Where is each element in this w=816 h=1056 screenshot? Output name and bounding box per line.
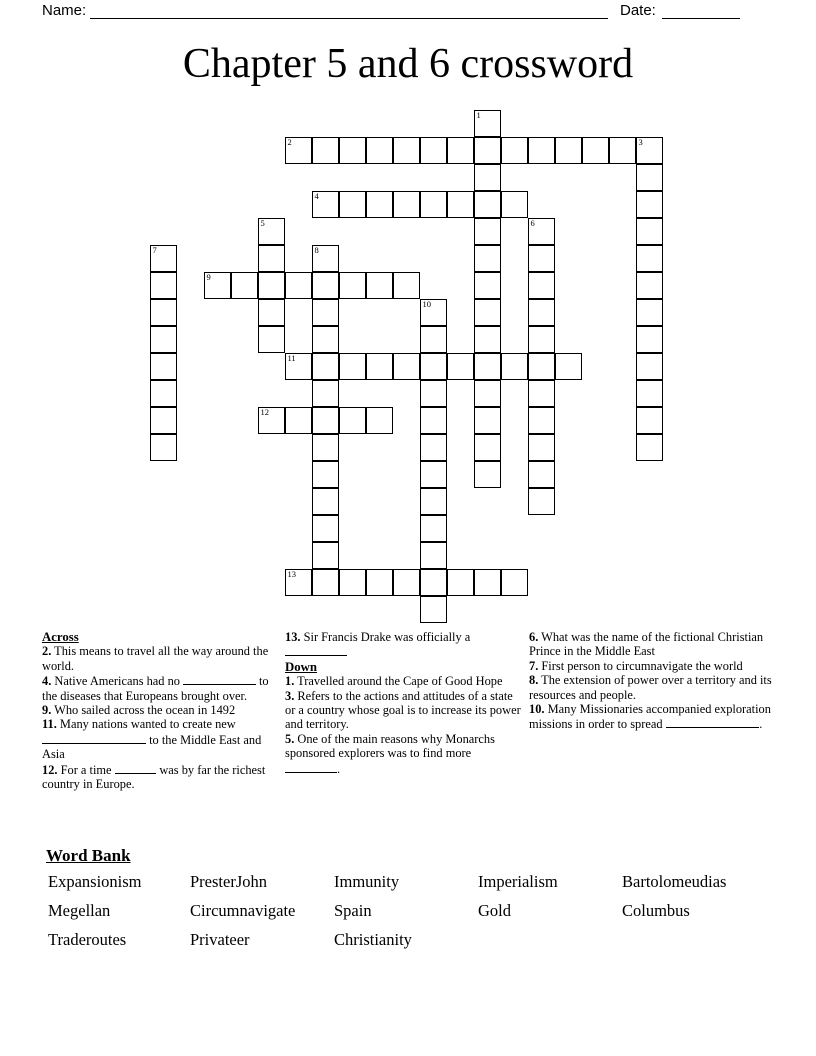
clue-number: 9.	[42, 703, 52, 718]
grid-cell[interactable]	[636, 326, 663, 353]
page-title: Chapter 5 and 6 crossword	[182, 41, 634, 87]
grid-cell[interactable]	[501, 353, 528, 380]
grid-cell[interactable]	[285, 272, 312, 299]
grid-cell[interactable]	[339, 407, 366, 434]
grid-cell[interactable]	[609, 137, 636, 164]
grid-cell[interactable]	[312, 380, 339, 407]
grid-cell[interactable]	[474, 299, 501, 326]
grid-cell[interactable]	[636, 299, 663, 326]
grid-cell[interactable]	[420, 353, 447, 380]
grid-cell[interactable]	[528, 272, 555, 299]
clue-down-3: 3. Refers to the actions and attitudes of a state or a country whose goal is to increase its power and territory.	[285, 688, 521, 732]
grid-cell[interactable]	[150, 299, 177, 326]
clue-number: 4.	[42, 674, 52, 689]
grid-cell[interactable]	[474, 353, 501, 380]
word-bank	[46, 872, 786, 959]
grid-cell[interactable]	[636, 164, 663, 191]
grid-cell[interactable]	[312, 272, 339, 299]
grid-cell-number: 9	[206, 272, 211, 282]
clue-number: 13.	[285, 630, 301, 644]
grid-cell[interactable]	[231, 272, 258, 299]
grid-cell[interactable]	[150, 434, 177, 461]
clue-across-12: 12. For a time was by far the richest country in Europe.	[42, 762, 266, 792]
grid-cell[interactable]	[150, 380, 177, 407]
clue-across-11: 11. Many nations wanted to create new to the Middle East and Asia	[42, 717, 262, 762]
grid-cell[interactable]	[150, 326, 177, 353]
crossword-grid[interactable]	[150, 110, 670, 625]
grid-cell[interactable]	[312, 434, 339, 461]
word-bank-row	[46, 901, 786, 930]
grid-cell[interactable]	[474, 245, 501, 272]
grid-cell-number: 10	[422, 299, 431, 309]
grid-cell[interactable]	[528, 326, 555, 353]
answer-blank[interactable]	[115, 762, 157, 774]
clue-down-7: 7. First person to circumnavigate the world	[529, 658, 743, 673]
word-bank-word[interactable]: Columbus	[622, 901, 690, 920]
grid-cell[interactable]	[312, 515, 339, 542]
grid-cell[interactable]	[474, 434, 501, 461]
word-bank-word[interactable]: Circumnavigate	[190, 901, 296, 920]
grid-cell[interactable]	[528, 137, 555, 164]
word-bank-word[interactable]: Megellan	[48, 901, 111, 920]
across-heading: Across	[42, 630, 79, 644]
word-bank-word[interactable]: Spain	[334, 901, 372, 920]
grid-cell[interactable]	[150, 272, 177, 299]
word-bank-word[interactable]: Christianity	[334, 930, 412, 949]
grid-cell[interactable]	[312, 137, 339, 164]
grid-cell[interactable]	[366, 353, 393, 380]
grid-cell-start-7[interactable]	[150, 245, 177, 272]
grid-cell[interactable]	[420, 380, 447, 407]
grid-cell[interactable]	[474, 461, 501, 488]
clues-column-2	[285, 630, 525, 776]
grid-cell[interactable]	[366, 407, 393, 434]
grid-cell[interactable]	[420, 137, 447, 164]
grid-cell[interactable]	[258, 272, 285, 299]
word-bank-word[interactable]: Gold	[478, 901, 511, 920]
grid-cell[interactable]	[474, 380, 501, 407]
name-label: Name:	[42, 2, 87, 19]
grid-cell-number: 8	[314, 245, 319, 255]
grid-cell[interactable]	[420, 515, 447, 542]
grid-cell[interactable]	[420, 569, 447, 596]
grid-cell-start-8[interactable]	[312, 245, 339, 272]
grid-cell[interactable]	[474, 569, 501, 596]
grid-cell[interactable]	[339, 137, 366, 164]
grid-cell[interactable]	[528, 461, 555, 488]
grid-cell[interactable]	[366, 569, 393, 596]
grid-cell[interactable]	[393, 569, 420, 596]
grid-cell[interactable]	[636, 407, 663, 434]
grid-cell[interactable]	[420, 488, 447, 515]
date-write-line	[662, 18, 740, 19]
clue-down-10: 10. Many Missionaries accompanied exploration missions in order to spread .	[529, 702, 771, 732]
grid-cell[interactable]	[555, 137, 582, 164]
grid-cell[interactable]	[474, 272, 501, 299]
grid-cell[interactable]	[420, 326, 447, 353]
grid-cell-number: 1	[476, 110, 481, 120]
grid-cell[interactable]	[393, 353, 420, 380]
clue-number: 3.	[285, 688, 295, 703]
clues-section	[42, 630, 782, 835]
grid-cell-start-12[interactable]	[258, 407, 285, 434]
answer-blank[interactable]	[183, 673, 256, 685]
word-bank-word[interactable]: Immunity	[334, 872, 400, 891]
grid-cell[interactable]	[636, 380, 663, 407]
grid-cell[interactable]	[420, 434, 447, 461]
grid-cell-start-2[interactable]	[285, 137, 312, 164]
grid-cell[interactable]	[258, 299, 285, 326]
answer-blank[interactable]	[285, 761, 337, 773]
grid-cell[interactable]	[447, 191, 474, 218]
answer-blank[interactable]	[666, 716, 760, 728]
grid-cell[interactable]	[420, 596, 447, 623]
grid-cell[interactable]	[582, 137, 609, 164]
grid-cell[interactable]	[474, 164, 501, 191]
grid-cell[interactable]	[555, 353, 582, 380]
answer-blank[interactable]	[285, 644, 347, 656]
grid-cell[interactable]	[528, 299, 555, 326]
grid-cell-number: 4	[314, 191, 319, 201]
grid-cell[interactable]	[258, 326, 285, 353]
grid-cell-number: 13	[287, 569, 296, 579]
grid-cell-start-3[interactable]	[636, 137, 663, 164]
grid-cell[interactable]	[474, 191, 501, 218]
name-write-line	[90, 18, 608, 19]
grid-cell-start-6[interactable]	[528, 218, 555, 245]
word-bank-word[interactable]: Bartolomeudias	[622, 872, 727, 891]
grid-cell[interactable]	[312, 326, 339, 353]
grid-cell[interactable]	[501, 137, 528, 164]
grid-cell[interactable]	[312, 299, 339, 326]
grid-cell[interactable]	[312, 488, 339, 515]
grid-cell[interactable]	[312, 407, 339, 434]
grid-cell[interactable]	[312, 461, 339, 488]
grid-cell[interactable]	[474, 326, 501, 353]
grid-cell-number: 7	[152, 245, 157, 255]
clue-number: 1.	[285, 674, 295, 689]
word-bank-word[interactable]: Imperialism	[478, 872, 558, 891]
grid-cell[interactable]	[420, 461, 447, 488]
grid-cell-start-10[interactable]	[420, 299, 447, 326]
clue-across-4: 4. Native Americans had no to the diseases that Europeans brought over.	[42, 674, 269, 703]
grid-cell[interactable]	[501, 569, 528, 596]
answer-blank[interactable]	[42, 732, 146, 744]
grid-cell[interactable]	[339, 569, 366, 596]
grid-cell[interactable]	[636, 191, 663, 218]
grid-cell[interactable]	[339, 191, 366, 218]
clue-down-8: 8. The extension of power over a territory and its resources and people.	[529, 673, 772, 702]
grid-cell-start-1[interactable]	[474, 110, 501, 137]
page-header	[0, 0, 816, 30]
grid-cell[interactable]	[366, 191, 393, 218]
grid-cell[interactable]	[474, 407, 501, 434]
grid-cell[interactable]	[636, 218, 663, 245]
grid-cell[interactable]	[474, 137, 501, 164]
grid-cell[interactable]	[528, 380, 555, 407]
down-heading: Down	[285, 659, 317, 674]
grid-cell[interactable]	[528, 434, 555, 461]
grid-cell[interactable]	[312, 569, 339, 596]
grid-cell[interactable]	[636, 245, 663, 272]
grid-cell[interactable]	[393, 137, 420, 164]
grid-cell-start-5[interactable]	[258, 218, 285, 245]
grid-cell[interactable]	[528, 488, 555, 515]
grid-cell[interactable]	[420, 191, 447, 218]
clue-number: 7.	[529, 658, 539, 673]
grid-cell[interactable]	[528, 407, 555, 434]
grid-cell[interactable]	[447, 569, 474, 596]
clue-number: 6.	[529, 630, 539, 644]
grid-cell[interactable]	[312, 353, 339, 380]
clue-number: 11.	[42, 717, 57, 732]
grid-cell[interactable]	[150, 407, 177, 434]
grid-cell[interactable]	[258, 245, 285, 272]
clue-across-13: 13. Sir Francis Drake was officially a	[285, 630, 525, 660]
grid-cell[interactable]	[420, 542, 447, 569]
clue-number: 5.	[285, 731, 295, 746]
grid-cell[interactable]	[420, 407, 447, 434]
clue-down-1: 1. Travelled around the Cape of Good Hope	[285, 674, 503, 689]
grid-cell[interactable]	[150, 353, 177, 380]
grid-cell[interactable]	[636, 434, 663, 461]
grid-cell[interactable]	[636, 353, 663, 380]
word-bank-title: Word Bank	[46, 846, 131, 865]
grid-cell-number: 11	[287, 353, 296, 363]
grid-cell-number: 12	[260, 407, 269, 417]
clue-number: 2.	[42, 644, 52, 659]
grid-cell[interactable]	[285, 407, 312, 434]
grid-cell-start-11[interactable]	[285, 353, 312, 380]
grid-cell[interactable]	[636, 272, 663, 299]
grid-cell[interactable]	[474, 218, 501, 245]
clue-across-2: 2. This means to travel all the way around the world.	[42, 644, 269, 673]
clue-number: 8.	[529, 673, 539, 688]
grid-cell-number: 3	[638, 137, 643, 147]
grid-cell[interactable]	[447, 137, 474, 164]
grid-cell[interactable]	[366, 137, 393, 164]
grid-cell-number: 5	[260, 218, 265, 228]
grid-cell[interactable]	[447, 353, 474, 380]
clue-across-9: 9. Who sailed across the ocean in 1492	[42, 703, 236, 718]
grid-cell[interactable]	[393, 191, 420, 218]
clue-down-5: 5. One of the main reasons why Monarchs sponsored explorers was to find more .	[285, 731, 495, 776]
word-bank-row	[46, 930, 786, 959]
clues-column-1	[42, 630, 282, 791]
grid-cell[interactable]	[393, 272, 420, 299]
clue-down-6: 6. What was the name of the fictional Christian Prince in the Middle East	[529, 630, 764, 659]
grid-cell-start-13[interactable]	[285, 569, 312, 596]
word-bank-word[interactable]: Privateer	[190, 930, 250, 949]
date-label: Date:	[620, 2, 656, 19]
grid-cell[interactable]	[339, 353, 366, 380]
grid-cell-number: 2	[287, 137, 292, 147]
grid-cell[interactable]	[528, 245, 555, 272]
word-bank-row	[46, 872, 786, 901]
word-bank-word[interactable]: Expansionism	[48, 872, 142, 891]
grid-cell[interactable]	[312, 542, 339, 569]
clue-number: 10.	[529, 702, 545, 717]
clues-column-3	[529, 630, 777, 732]
word-bank-word[interactable]: Traderoutes	[48, 930, 127, 949]
grid-cell[interactable]	[528, 353, 555, 380]
grid-cell[interactable]	[501, 191, 528, 218]
grid-cell-start-4[interactable]	[312, 191, 339, 218]
word-bank-word[interactable]: PresterJohn	[190, 872, 267, 891]
grid-cell[interactable]	[339, 272, 366, 299]
grid-cell-start-9[interactable]	[204, 272, 231, 299]
grid-cell[interactable]	[366, 272, 393, 299]
grid-cell-number: 6	[530, 218, 535, 228]
clue-number: 12.	[42, 762, 58, 777]
